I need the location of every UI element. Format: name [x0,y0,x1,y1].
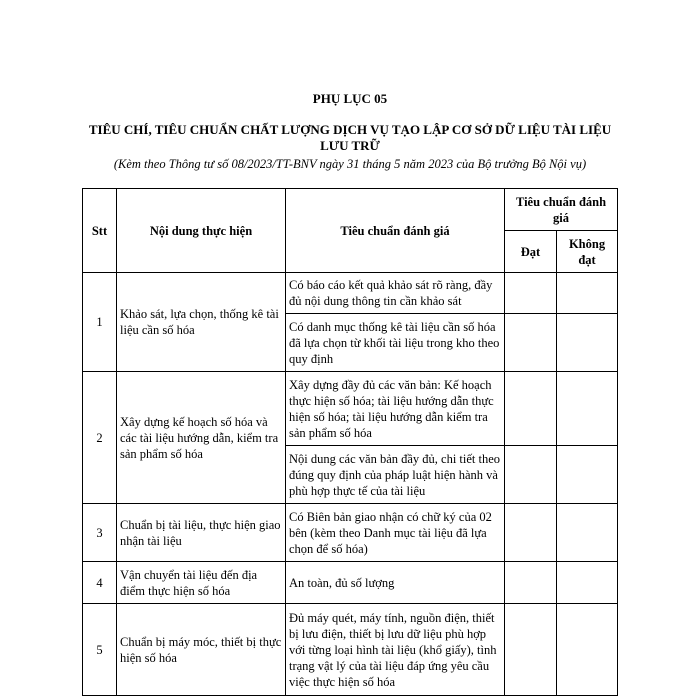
row-stt: 1 [83,273,117,372]
pass-cell [505,314,557,372]
row-standard: Có Biên bản giao nhận có chữ ký của 02 bên (kèm theo Danh mục tài liệu đã lựa chọn để số hóa) [286,504,505,562]
table-row [83,273,618,314]
fail-cell [557,273,618,314]
table-row [83,504,618,562]
row-stt: 2 [83,372,117,504]
row-content: Chuẩn bị máy móc, thiết bị thực hiện số hóa [117,604,286,696]
criteria-table [82,188,618,696]
pass-cell [505,446,557,504]
header-evaluation: Tiêu chuẩn đánh giá [505,189,618,231]
fail-cell [557,504,618,562]
row-standard: Nội dung các văn bản đầy đủ, chi tiết theo đúng quy định của pháp luật hiện hành và phù hợp thực tế của tài liệu [286,446,505,504]
document-note: (Kèm theo Thông tư số 08/2023/TT-BNV ngày 31 tháng 5 năm 2023 của Bộ trưởng Bộ Nội vụ) [113,157,587,171]
row-standard: Có danh mục thống kê tài liệu cần số hóa đã lựa chọn từ khối tài liệu trong kho theo quy định [286,314,505,372]
table-row [83,604,618,696]
table-row [83,562,618,604]
row-stt: 4 [83,562,117,604]
pass-cell [505,273,557,314]
pass-cell [505,504,557,562]
row-stt: 5 [83,604,117,696]
pass-cell [505,604,557,696]
table-row [83,372,618,446]
fail-cell [557,446,618,504]
page-title: PHỤ LỤC 05 [312,91,388,106]
fail-cell [557,604,618,696]
document-subtitle: TIÊU CHÍ, TIÊU CHUẨN CHẤT LƯỢNG DỊCH VỤ TẠO LẬP CƠ SỞ DỮ LIỆU TÀI LIỆU LƯU TRỮ [88,122,612,153]
row-standard: Xây dựng đầy đủ các văn bản: Kế hoạch thực hiện số hóa; tài liệu hướng dẫn thực hiện số hóa; tài liệu hướng dẫn kiểm tra sản phẩm số hóa [286,372,505,446]
row-content: Chuẩn bị tài liệu, thực hiện giao nhận tài liệu [117,504,286,562]
row-standard: Đủ máy quét, máy tính, nguồn điện, thiết bị lưu điện, thiết bị lưu dữ liệu phù hợp với từng loại hình tài liệu (khổ giấy), tình trạng vật lý của tài liệu đáp ứng yêu cầu việc thực hiện số hóa [286,604,505,696]
header-fail: Không đạt [557,231,618,273]
header-pass: Đạt [505,231,557,273]
row-content: Vận chuyển tài liệu đến địa điểm thực hiện số hóa [117,562,286,604]
fail-cell [557,562,618,604]
row-stt: 3 [83,504,117,562]
row-content: Khảo sát, lựa chọn, thống kê tài liệu cần số hóa [117,273,286,372]
row-standard: Có báo cáo kết quả khảo sát rõ ràng, đầy đủ nội dung thông tin cần khảo sát [286,273,505,314]
row-content: Xây dựng kế hoạch số hóa và các tài liệu hướng dẫn, kiểm tra sản phẩm số hóa [117,372,286,504]
header-standard: Tiêu chuẩn đánh giá [286,189,505,273]
pass-cell [505,372,557,446]
fail-cell [557,314,618,372]
fail-cell [557,372,618,446]
header-content: Nội dung thực hiện [117,189,286,273]
row-standard: An toàn, đủ số lượng [286,562,505,604]
pass-cell [505,562,557,604]
header-stt: Stt [83,189,117,273]
